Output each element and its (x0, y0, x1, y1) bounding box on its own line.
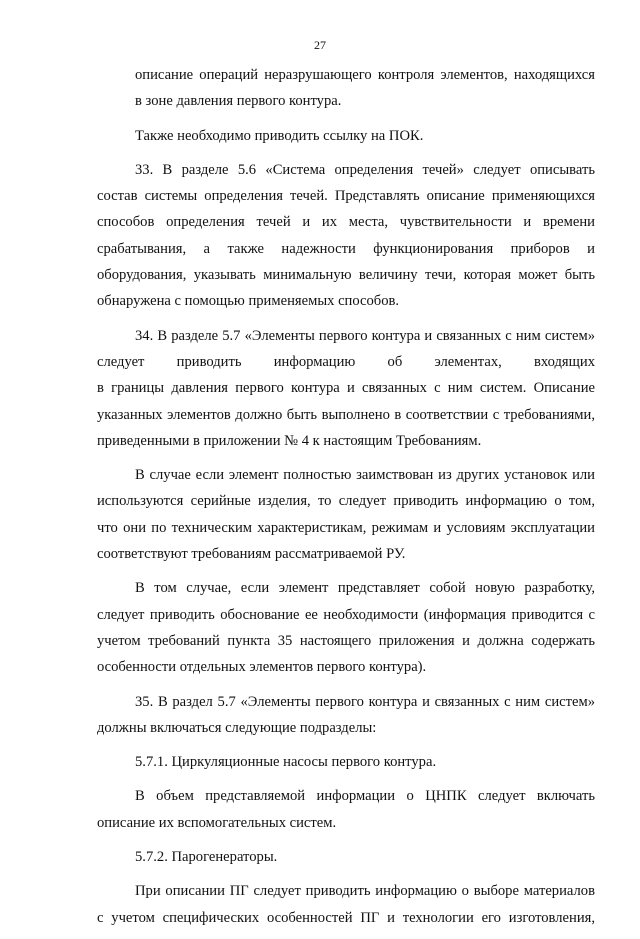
text-line: соответствуют требованиям рассматриваемой РУ. (97, 546, 406, 563)
text-line: указанных элементов должно быть выполнено в соответствии с требованиями, (97, 406, 595, 423)
text-line: в зоне давления первого контура. (135, 93, 342, 110)
paragraph-cnpk-info (97, 783, 595, 836)
text-line: срабатывания, а также надежности функционирования приборов и (97, 240, 595, 257)
text-line: приведенными в приложении № 4 к настоящим Требованиям. (97, 432, 482, 449)
text-line: следует приводить информацию об элементах, входящих (97, 353, 595, 370)
text-line: оборудования, указывать минимальную величину течи, которая может быть (97, 267, 595, 284)
text-line: способов определения течей и их места, чувствительности и времени (97, 214, 595, 231)
paragraph-pok-reference (97, 123, 595, 149)
paragraph-item-35 (97, 689, 595, 742)
text-line: особенности отдельных элементов первого контура). (97, 659, 427, 676)
paragraph-subsection-5-7-1 (97, 749, 595, 775)
paragraph-subsection-5-7-2 (97, 844, 595, 870)
paragraph-borrowed-elements (97, 462, 595, 567)
text-line: учетом требований пункта 35 настоящего приложения и должна содержать (97, 632, 595, 649)
document-body (97, 62, 595, 939)
text-line: описание операций неразрушающего контроля элементов, находящихся (135, 67, 595, 83)
text-line: Также необходимо приводить ссылку на ПОК. (135, 127, 424, 144)
paragraph-continuation (97, 62, 595, 115)
text-line: обнаружена с помощью применяемых способов. (97, 293, 400, 310)
text-line: В том случае, если элемент представляет собой новую разработку, (135, 580, 595, 597)
text-line: используются серийные изделия, то следует приводить информацию о том, (97, 493, 595, 510)
paragraph-item-34 (97, 323, 595, 454)
text-line: В случае если элемент полностью заимствован из других установок или (135, 467, 595, 484)
paragraph-item-33 (97, 157, 595, 315)
text-line: что они по техническим характеристикам, режимам и условиям эксплуатации (97, 519, 595, 536)
text-line: 33. В разделе 5.6 «Система определения течей» следует описывать (135, 161, 595, 178)
text-line: В объем представляемой информации о ЦНПК следует включать (135, 788, 595, 805)
text-line: с учетом специфических особенностей ПГ и технологии его изготовления, (97, 909, 595, 926)
paragraph-new-development (97, 575, 595, 680)
text-line: 34. В разделе 5.7 «Элементы первого контура и связанных с ним систем» (135, 327, 595, 344)
text-line: 35. В раздел 5.7 «Элементы первого контура и связанных с ним систем» (135, 693, 595, 710)
text-line: в границы давления первого контура и связанных с ним систем. Описание (97, 380, 595, 397)
page-number: 27 (314, 38, 326, 52)
text-line: 5.7.1. Циркуляционные насосы первого контура. (135, 754, 437, 771)
text-line: должны включаться следующие подразделы: (97, 719, 377, 736)
text-line: описание их вспомогательных систем. (97, 814, 337, 831)
text-line: состав системы определения течей. Представлять описание применяющихся (97, 188, 595, 205)
text-line: следует приводить обоснование ее необходимости (информация приводится с (97, 606, 595, 623)
text-line: При описании ПГ следует приводить информацию о выборе материалов (135, 883, 595, 900)
text-line: 5.7.2. Парогенераторы. (135, 849, 278, 866)
